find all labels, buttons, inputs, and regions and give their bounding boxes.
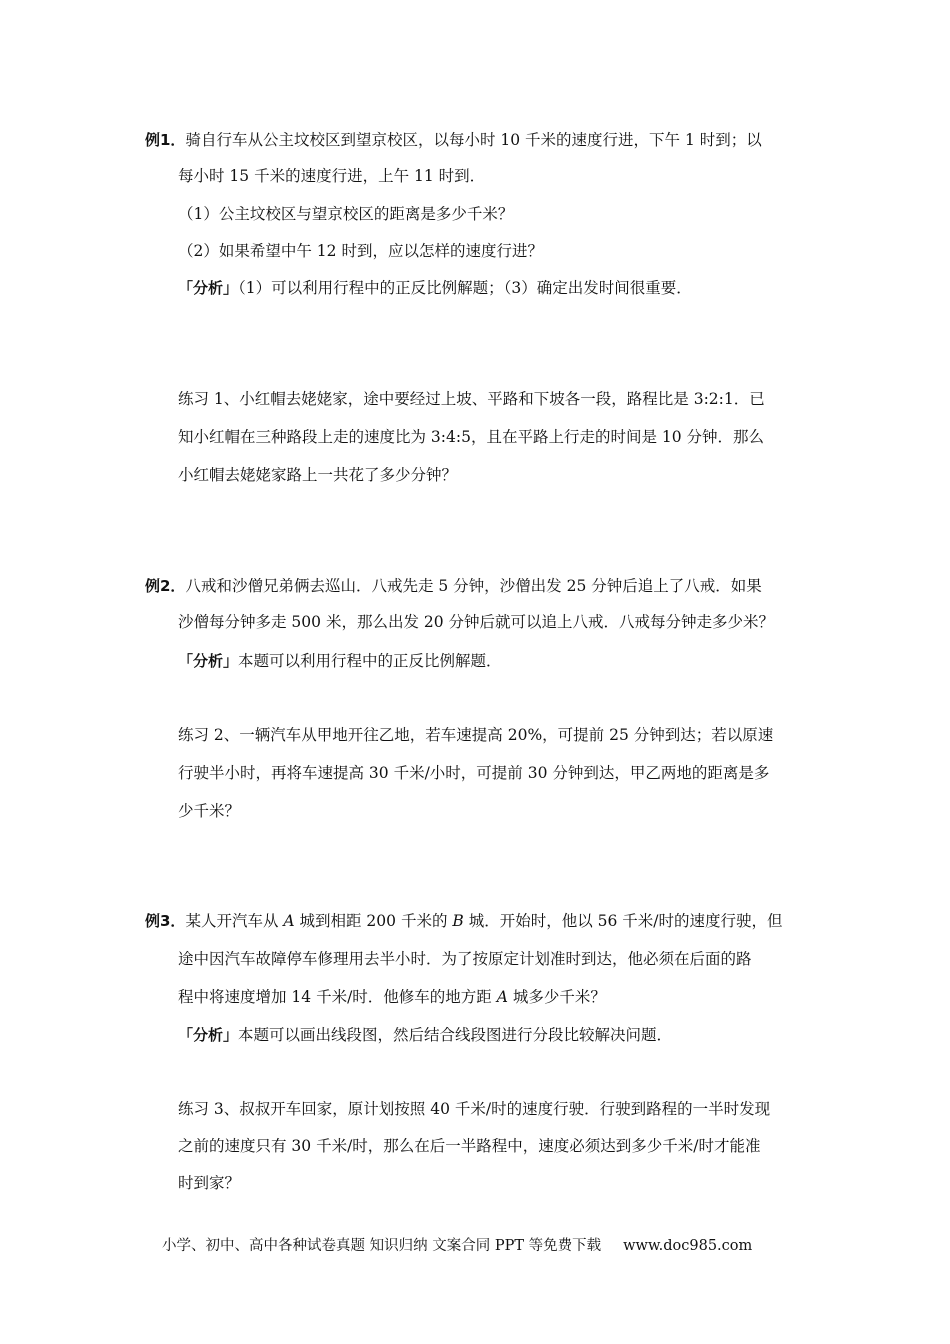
city-a: A — [496, 988, 508, 1006]
exercise-2-line-2: 行驶半小时，再将车速提高 30 千米/小时，可提前 30 分钟到达，甲乙两地的距离是多 — [178, 764, 770, 782]
example-1-analysis-label: 「分析」 — [178, 279, 239, 297]
example-2-line-1: 八戒和沙僧兄弟俩去巡山．八戒先走 5 分钟，沙僧出发 25 分钟后追上了八戒．如果 — [185, 577, 762, 595]
example-1-line-2: 每小时 15 千米的速度行进，上午 11 时到． — [178, 167, 486, 185]
example-3-line-1-b: 城到相距 200 千米的 — [294, 912, 453, 930]
exercise-2-line-1: 练习 2、一辆汽车从甲地开往乙地，若车速提高 20%，可提前 25 分钟到达；若以原速 — [178, 726, 774, 744]
exercise-3-line-3: 时到家？ — [178, 1174, 241, 1192]
example-3-line-1-c: 城．开始时，他以 56 千米/时的速度行驶，但 — [463, 912, 783, 930]
example-1-subquestion-1: （1）公主坟校区与望京校区的距离是多少千米？ — [178, 205, 514, 223]
example-2-analysis-text: 本题可以利用行程中的正反比例解题． — [238, 652, 502, 670]
city-a: A — [283, 912, 295, 930]
example-2-label: 例2． — [145, 577, 186, 595]
example-3-line-3-a: 程中将速度增加 14 千米/时．他修车的地方距 — [178, 988, 497, 1006]
exercise-2-line-3: 少千米？ — [178, 802, 241, 820]
example-2-line-2: 沙僧每分钟多走 500 米，那么出发 20 分钟后就可以追上八戒．八戒每分钟走多少米？ — [178, 613, 775, 631]
exercise-1-line-2: 知小红帽在三种路段上走的速度比为 3:4:5，且在平路上行走的时间是 10 分钟．那么 — [178, 428, 765, 446]
city-b: B — [452, 912, 464, 930]
exercise-3-line-2: 之前的速度只有 30 千米/时，那么在后一半路程中，速度必须达到多少千米/时才能准 — [178, 1137, 761, 1155]
footer-text: 小学、初中、高中各种试卷真题 知识归纳 文案合同 PPT 等免费下载 — [162, 1238, 602, 1254]
example-1-line-1: 骑自行车从公主坟校区到望京校区，以每小时 10 千米的速度行进，下午 1 时到；以 — [185, 131, 762, 149]
example-3-analysis-label: 「分析」 — [178, 1026, 239, 1044]
example-2-analysis-label: 「分析」 — [178, 652, 239, 670]
example-1-analysis-text: （1）可以利用行程中的正反比例解题；（3）确定出发时间很重要． — [238, 279, 692, 297]
footer — [162, 1235, 752, 1257]
example-3-line-3-b: 城多少千米？ — [507, 988, 606, 1006]
exercise-3-line-1: 练习 3、叔叔开车回家，原计划按照 40 千米/时的速度行驶．行驶到路程的一半时发现 — [178, 1100, 771, 1118]
exercise-1-line-3: 小红帽去姥姥家路上一共花了多少分钟？ — [178, 466, 458, 484]
example-3-analysis-text: 本题可以画出线段图，然后结合线段图进行分段比较解决问题． — [238, 1026, 673, 1044]
example-3-line-2: 途中因汽车故障停车修理用去半小时．为了按原定计划准时到达，他必须在后面的路 — [178, 950, 752, 968]
example-3-label: 例3． — [145, 912, 186, 930]
example-1-label: 例1． — [145, 131, 186, 149]
example-3-line-1-a: 某人开汽车从 — [185, 912, 284, 930]
exercise-1-line-1: 练习 1、小红帽去姥姥家，途中要经过上坡、平路和下坡各一段，路程比是 3:2:1．已 — [178, 390, 765, 408]
example-1-subquestion-2: （2）如果希望中午 12 时到，应以怎样的速度行进？ — [178, 242, 543, 260]
footer-url[interactable]: www.doc985.com — [623, 1238, 753, 1254]
